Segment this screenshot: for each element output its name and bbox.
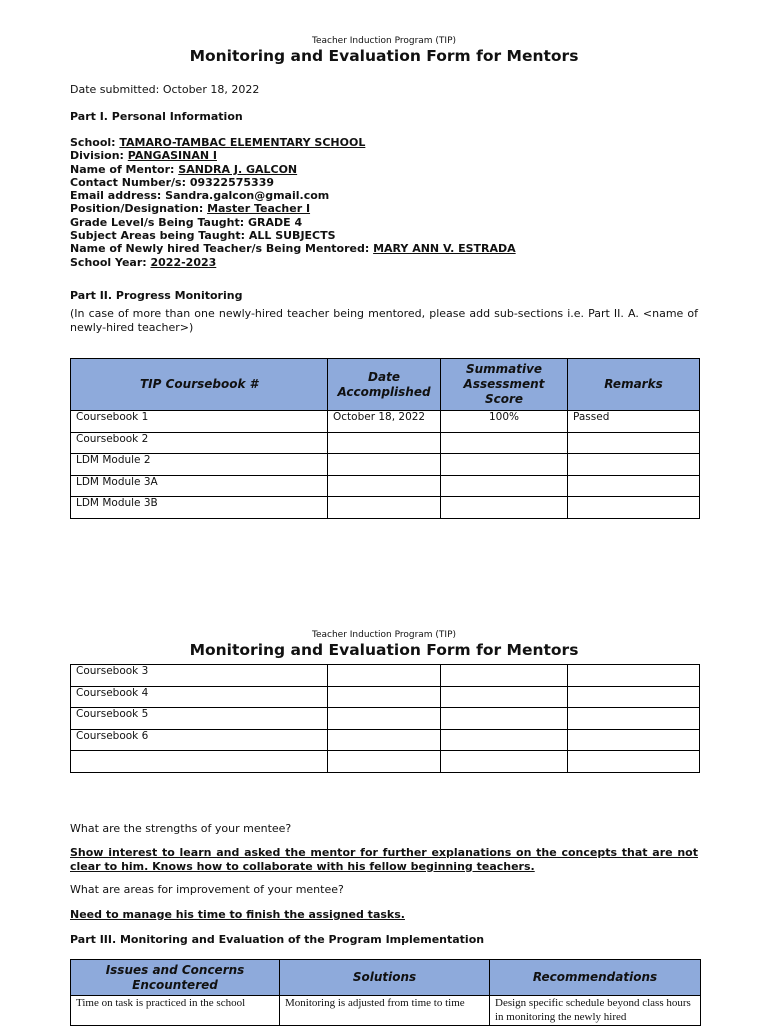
info-row: [70, 202, 516, 215]
info-label: Grade Level/s Being Taught:: [70, 215, 248, 229]
info-label: Name of Newly hired Teacher/s Being Mentored:: [70, 242, 374, 256]
table-cell: [328, 751, 441, 773]
table-cell: [328, 665, 441, 687]
question-strengths: What are the strengths of your mentee?: [70, 822, 292, 835]
table-cell: [328, 454, 441, 476]
table-cell: Coursebook 6: [71, 729, 328, 751]
info-row: [70, 256, 516, 269]
part3-heading: Part III. Monitoring and Evaluation of the Program Implementation: [70, 933, 485, 946]
table-cell: [71, 751, 328, 773]
info-value: SANDRA J. GALCON: [178, 162, 298, 176]
table-cell: [441, 497, 568, 519]
table-cell: Coursebook 4: [71, 686, 328, 708]
table-cell: [441, 751, 568, 773]
table-cell: [441, 454, 568, 476]
info-row: [70, 216, 516, 229]
header-remarks: Remarks: [568, 359, 700, 411]
table-cell: [568, 454, 700, 476]
personal-info-block: [70, 136, 516, 269]
info-value: ALL SUBJECTS: [248, 229, 336, 243]
table-cell: [568, 729, 700, 751]
info-row: [70, 189, 516, 202]
info-label: Division:: [70, 149, 128, 163]
table-row: [71, 751, 700, 773]
info-row: [70, 149, 516, 162]
table-cell: Design specific schedule beyond class hours in monitoring the newly hired: [490, 996, 701, 1026]
form-title: Monitoring and Evaluation Form for Mentors: [189, 47, 579, 65]
info-value: GRADE 4: [248, 215, 303, 229]
table-cell: LDM Module 3B: [71, 497, 328, 519]
info-label: Name of Mentor:: [70, 162, 179, 176]
table-cell: [328, 432, 441, 454]
table-cell: [328, 686, 441, 708]
table-cell: [328, 475, 441, 497]
table-cell: [568, 708, 700, 730]
table-cell: [328, 708, 441, 730]
table-cell: Coursebook 3: [71, 665, 328, 687]
table-row: [71, 497, 700, 519]
header-date: Date Accomplished: [328, 359, 441, 411]
info-label: Subject Areas being Taught:: [70, 229, 249, 243]
table-row: [71, 729, 700, 751]
table-row: [71, 454, 700, 476]
table-cell: Passed: [568, 411, 700, 433]
table-cell: [441, 686, 568, 708]
table-cell: Coursebook 5: [71, 708, 328, 730]
table-row: [71, 665, 700, 687]
table-cell: [568, 497, 700, 519]
table-cell: LDM Module 2: [71, 454, 328, 476]
info-value: TAMARO-TAMBAC ELEMENTARY SCHOOL: [119, 136, 366, 149]
info-row: [70, 163, 516, 176]
table-cell: [568, 751, 700, 773]
info-row: [70, 229, 516, 242]
table-cell: Coursebook 1: [71, 411, 328, 433]
info-value: MARY ANN V. ESTRADA: [373, 242, 516, 256]
table-cell: Coursebook 2: [71, 432, 328, 454]
part2-heading: Part II. Progress Monitoring: [70, 289, 243, 302]
table-cell: LDM Module 3A: [71, 475, 328, 497]
info-value: PANGASINAN I: [127, 149, 217, 163]
info-label: Email address:: [70, 189, 166, 203]
program-implementation-table: [70, 959, 701, 1026]
info-row: [70, 176, 516, 189]
info-value: Master Teacher I: [207, 202, 311, 216]
table-cell: October 18, 2022: [328, 411, 441, 433]
program-label-2: Teacher Induction Program (TIP): [311, 630, 457, 640]
table-cell: [441, 708, 568, 730]
table-cell: [568, 665, 700, 687]
table-cell: [441, 729, 568, 751]
answer-improvement: Need to manage his time to finish the assigned tasks.: [70, 908, 405, 921]
table-cell: [568, 432, 700, 454]
header-issues: Issues and Concerns Encountered: [71, 960, 280, 996]
table-row: [71, 411, 700, 433]
table-cell: [441, 432, 568, 454]
form-title-2: Monitoring and Evaluation Form for Mentors: [189, 641, 579, 659]
table-cell: [568, 475, 700, 497]
header-recommendations: Recommendations: [490, 960, 701, 996]
header-solutions: Solutions: [280, 960, 490, 996]
table-cell: 100%: [441, 411, 568, 433]
table-row: [71, 475, 700, 497]
info-label: School:: [70, 136, 120, 149]
table-cell: [568, 686, 700, 708]
program-label: Teacher Induction Program (TIP): [311, 36, 457, 46]
progress-table: [70, 358, 700, 519]
date-submitted: Date submitted: October 18, 2022: [70, 83, 260, 96]
info-row: [70, 136, 516, 149]
table-row: [71, 432, 700, 454]
answer-strengths: Show interest to learn and asked the mentor for further explanations on the concepts that are not clear to him. Knows how to collaborate with his fellow beginning teachers.: [70, 846, 698, 873]
table-cell: Time on task is practiced in the school: [71, 996, 280, 1026]
info-value: 2022-2023: [150, 255, 217, 269]
info-row: [70, 242, 516, 255]
table-cell: [441, 475, 568, 497]
table-cell: [328, 729, 441, 751]
table-row: [71, 996, 701, 1026]
question-improvement: What are areas for improvement of your mentee?: [70, 883, 344, 896]
info-value: Sandra.galcon@gmail.com: [165, 189, 330, 203]
info-label: Contact Number/s:: [70, 175, 190, 189]
part1-heading: Part I. Personal Information: [70, 110, 243, 123]
info-value: 09322575339: [189, 175, 275, 189]
progress-table-continued: [70, 664, 700, 773]
table-cell: [441, 665, 568, 687]
table-row: [71, 686, 700, 708]
table-row: [71, 708, 700, 730]
part2-note: (In case of more than one newly-hired teacher being mentored, please add sub-sections i.e. Part II. A. <name of newly-hired teacher>): [70, 307, 698, 334]
info-label: School Year:: [70, 255, 151, 269]
header-score: Summative Assessment Score: [441, 359, 568, 411]
table-cell: Monitoring is adjusted from time to time: [280, 996, 490, 1026]
info-label: Position/Designation:: [70, 202, 208, 216]
table-cell: [328, 497, 441, 519]
header-coursebook: TIP Coursebook #: [71, 359, 328, 411]
